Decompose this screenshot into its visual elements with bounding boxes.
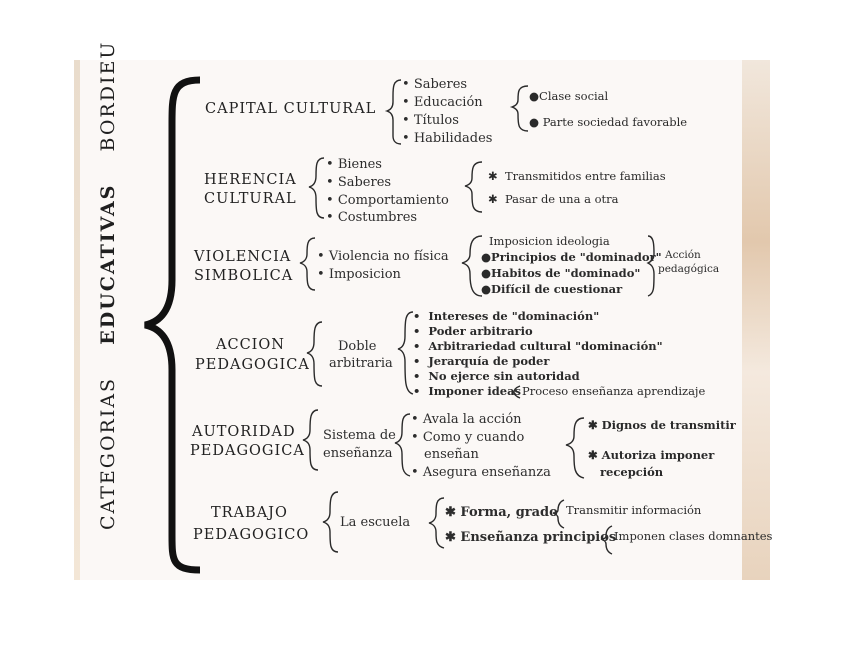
brace-autoridad-left <box>303 410 318 470</box>
title-word-bordieu: BORDIEU <box>97 40 119 152</box>
autoridad-sub-recepcion: recepción <box>600 465 664 479</box>
brace-herencia-sub <box>465 162 482 212</box>
violencia-sub-ideologia: Imposicion ideologia <box>489 234 610 248</box>
brace-capital-sub <box>512 86 528 131</box>
autoridad-item-ensenan: enseñan <box>424 447 479 462</box>
category-trabajo-line2: PEDAGOGICO <box>193 527 310 543</box>
category-violencia-line2: SIMBOLICA <box>194 268 294 284</box>
violencia-item-label: Violencia no física <box>328 249 449 264</box>
category-violencia-line1: VIOLENCIA <box>194 249 292 265</box>
herencia-item-saberes: • Saberes <box>326 175 392 190</box>
accion-mid-line1: Doble <box>338 339 377 354</box>
capital-item-label: Saberes <box>413 77 468 92</box>
category-herencia-line1: HERENCIA <box>204 172 297 188</box>
accion-item-label: No ejerce sin autoridad <box>428 369 580 383</box>
accion-extra-proceso: Proceso enseñanza aprendizaje <box>522 384 706 398</box>
capital-item-label: Educación <box>413 95 483 110</box>
main-brace <box>145 80 200 570</box>
capital-item-saberes: • Saberes <box>402 77 468 92</box>
brace-trabajo-left <box>323 492 338 552</box>
violencia-sub-label: Habitos de "dominado" <box>491 266 641 280</box>
category-capital-cultural: CAPITAL CULTURAL <box>205 101 377 117</box>
category-autoridad-line2: PEDAGOGICA <box>190 443 305 459</box>
trabajo-sub-imponen: Imponen clases domnantes <box>614 529 773 543</box>
accion-pedagogica-note-line1: Acción <box>665 249 701 261</box>
capital-sub-parte-sociedad: ● Parte sociedad favorable <box>529 115 688 129</box>
violencia-sub-dominado: ●Habitos de "dominado" <box>481 266 641 280</box>
title-word-educativas: EDUCATIVAS <box>97 183 119 345</box>
capital-sub-label: Clase social <box>539 89 609 103</box>
brace-violencia <box>300 238 315 290</box>
herencia-item-label: Saberes <box>337 175 392 190</box>
herencia-item-label: Costumbres <box>337 210 418 225</box>
autoridad-item-label: Avala la acción <box>422 412 522 427</box>
autoridad-item-como: • Como y cuando <box>411 430 525 445</box>
brace-accion-pedagogica <box>648 236 654 296</box>
category-trabajo-line1: TRABAJO <box>211 505 288 521</box>
accion-item-no-ejerce: • No ejerce sin autoridad <box>413 369 580 383</box>
brace-accion-items <box>398 312 413 394</box>
brace-herencia <box>309 158 324 218</box>
capital-sub-label: Parte sociedad favorable <box>542 115 688 129</box>
trabajo-item-label: Enseñanza principios <box>460 530 617 545</box>
trabajo-mid-escuela: La escuela <box>340 515 411 530</box>
herencia-item-comportamiento: • Comportamiento <box>326 193 449 208</box>
herencia-item-bienes: • Bienes <box>326 157 382 172</box>
accion-item-imponer: • Imponer ideas <box>413 384 522 398</box>
violencia-sub-dominador: ●Principios de "dominador" <box>481 250 662 264</box>
accion-item-label: Imponer ideas <box>428 384 522 398</box>
violencia-item-imposicion: • Imposicion <box>317 267 401 282</box>
category-autoridad-line1: AUTORIDAD <box>192 424 296 440</box>
accion-pedagogica-note-line2: pedagógica <box>658 263 720 275</box>
capital-item-habilidades: • Habilidades <box>402 131 493 146</box>
brace-trabajo-items <box>429 498 444 548</box>
autoridad-mid-line2: enseñanza <box>323 446 393 461</box>
violencia-item-label: Imposicion <box>328 267 401 282</box>
herencia-item-costumbres: • Costumbres <box>326 210 418 225</box>
trabajo-item-label: Forma, grado <box>460 505 558 520</box>
violencia-sub-label: Difícil de cuestionar <box>491 282 623 296</box>
autoridad-item-label: Asegura enseñanza <box>422 465 551 480</box>
autoridad-item-asegura: • Asegura enseñanza <box>411 465 551 480</box>
accion-item-label: Poder arbitrario <box>428 324 533 338</box>
category-accion-line1: ACCION <box>216 337 285 353</box>
accion-mid-line2: arbitraria <box>329 356 393 371</box>
brace-autoridad-sub <box>566 418 584 478</box>
category-accion-line2: PEDAGOGICA <box>195 357 310 373</box>
capital-item-titulos: • Títulos <box>402 113 459 128</box>
capital-sub-clase-social: ●Clase social <box>529 89 609 103</box>
brace-capital <box>387 80 401 144</box>
brace-accion-left <box>307 322 322 386</box>
herencia-sub-label: Transmitidos entre familias <box>504 169 666 183</box>
herencia-sub-transmitidos: ✱ Transmitidos entre familias <box>488 169 666 183</box>
accion-item-label: Intereses de "dominación" <box>428 309 600 323</box>
accion-item-label: Arbitrariedad cultural "dominación" <box>428 339 663 353</box>
herencia-item-label: Comportamiento <box>337 193 449 208</box>
accion-item-poder: • Poder arbitrario <box>413 324 533 338</box>
autoridad-sub-dignos: ✱ Dignos de transmitir <box>588 418 736 432</box>
accion-item-intereses: • Intereses de "dominación" <box>413 309 600 323</box>
violencia-sub-label: Principios de "dominador" <box>491 250 662 264</box>
trabajo-sub-transmitir: Transmitir información <box>566 503 702 517</box>
herencia-item-label: Bienes <box>337 157 382 172</box>
autoridad-mid-line1: Sistema de <box>323 428 396 443</box>
autoridad-sub-autoriza: ✱ Autoriza imponer <box>588 448 715 462</box>
accion-item-arbitrariedad: • Arbitrariedad cultural "dominación" <box>413 339 663 353</box>
title-word-categorias: CATEGORIAS <box>97 376 119 530</box>
capital-item-label: Habilidades <box>413 131 493 146</box>
autoridad-item-avala: • Avala la acción <box>411 412 522 427</box>
trabajo-item-forma: ✱ Forma, grado <box>445 505 558 520</box>
category-herencia-line2: CULTURAL <box>204 191 297 207</box>
accion-item-jerarquia: • Jerarquía de poder <box>413 354 550 368</box>
autoridad-sub-label: Dignos de transmitir <box>601 418 736 432</box>
brace-violencia-sub <box>462 236 482 296</box>
violencia-item-no-fisica: • Violencia no física <box>317 249 449 264</box>
brace-autoridad-items <box>395 414 410 476</box>
autoridad-item-label: Como y cuando <box>422 430 525 445</box>
capital-item-educacion: • Educación <box>402 95 483 110</box>
trabajo-item-ensenanza: ✱ Enseñanza principios <box>445 530 617 545</box>
capital-item-label: Títulos <box>413 113 459 128</box>
accion-item-label: Jerarquía de poder <box>428 354 550 368</box>
herencia-sub-pasar: ✱ Pasar de una a otra <box>488 192 619 206</box>
violencia-sub-cuestionar: ●Difícil de cuestionar <box>481 282 623 296</box>
herencia-sub-label: Pasar de una a otra <box>504 192 619 206</box>
autoridad-sub-label: Autoriza imponer <box>601 448 715 462</box>
